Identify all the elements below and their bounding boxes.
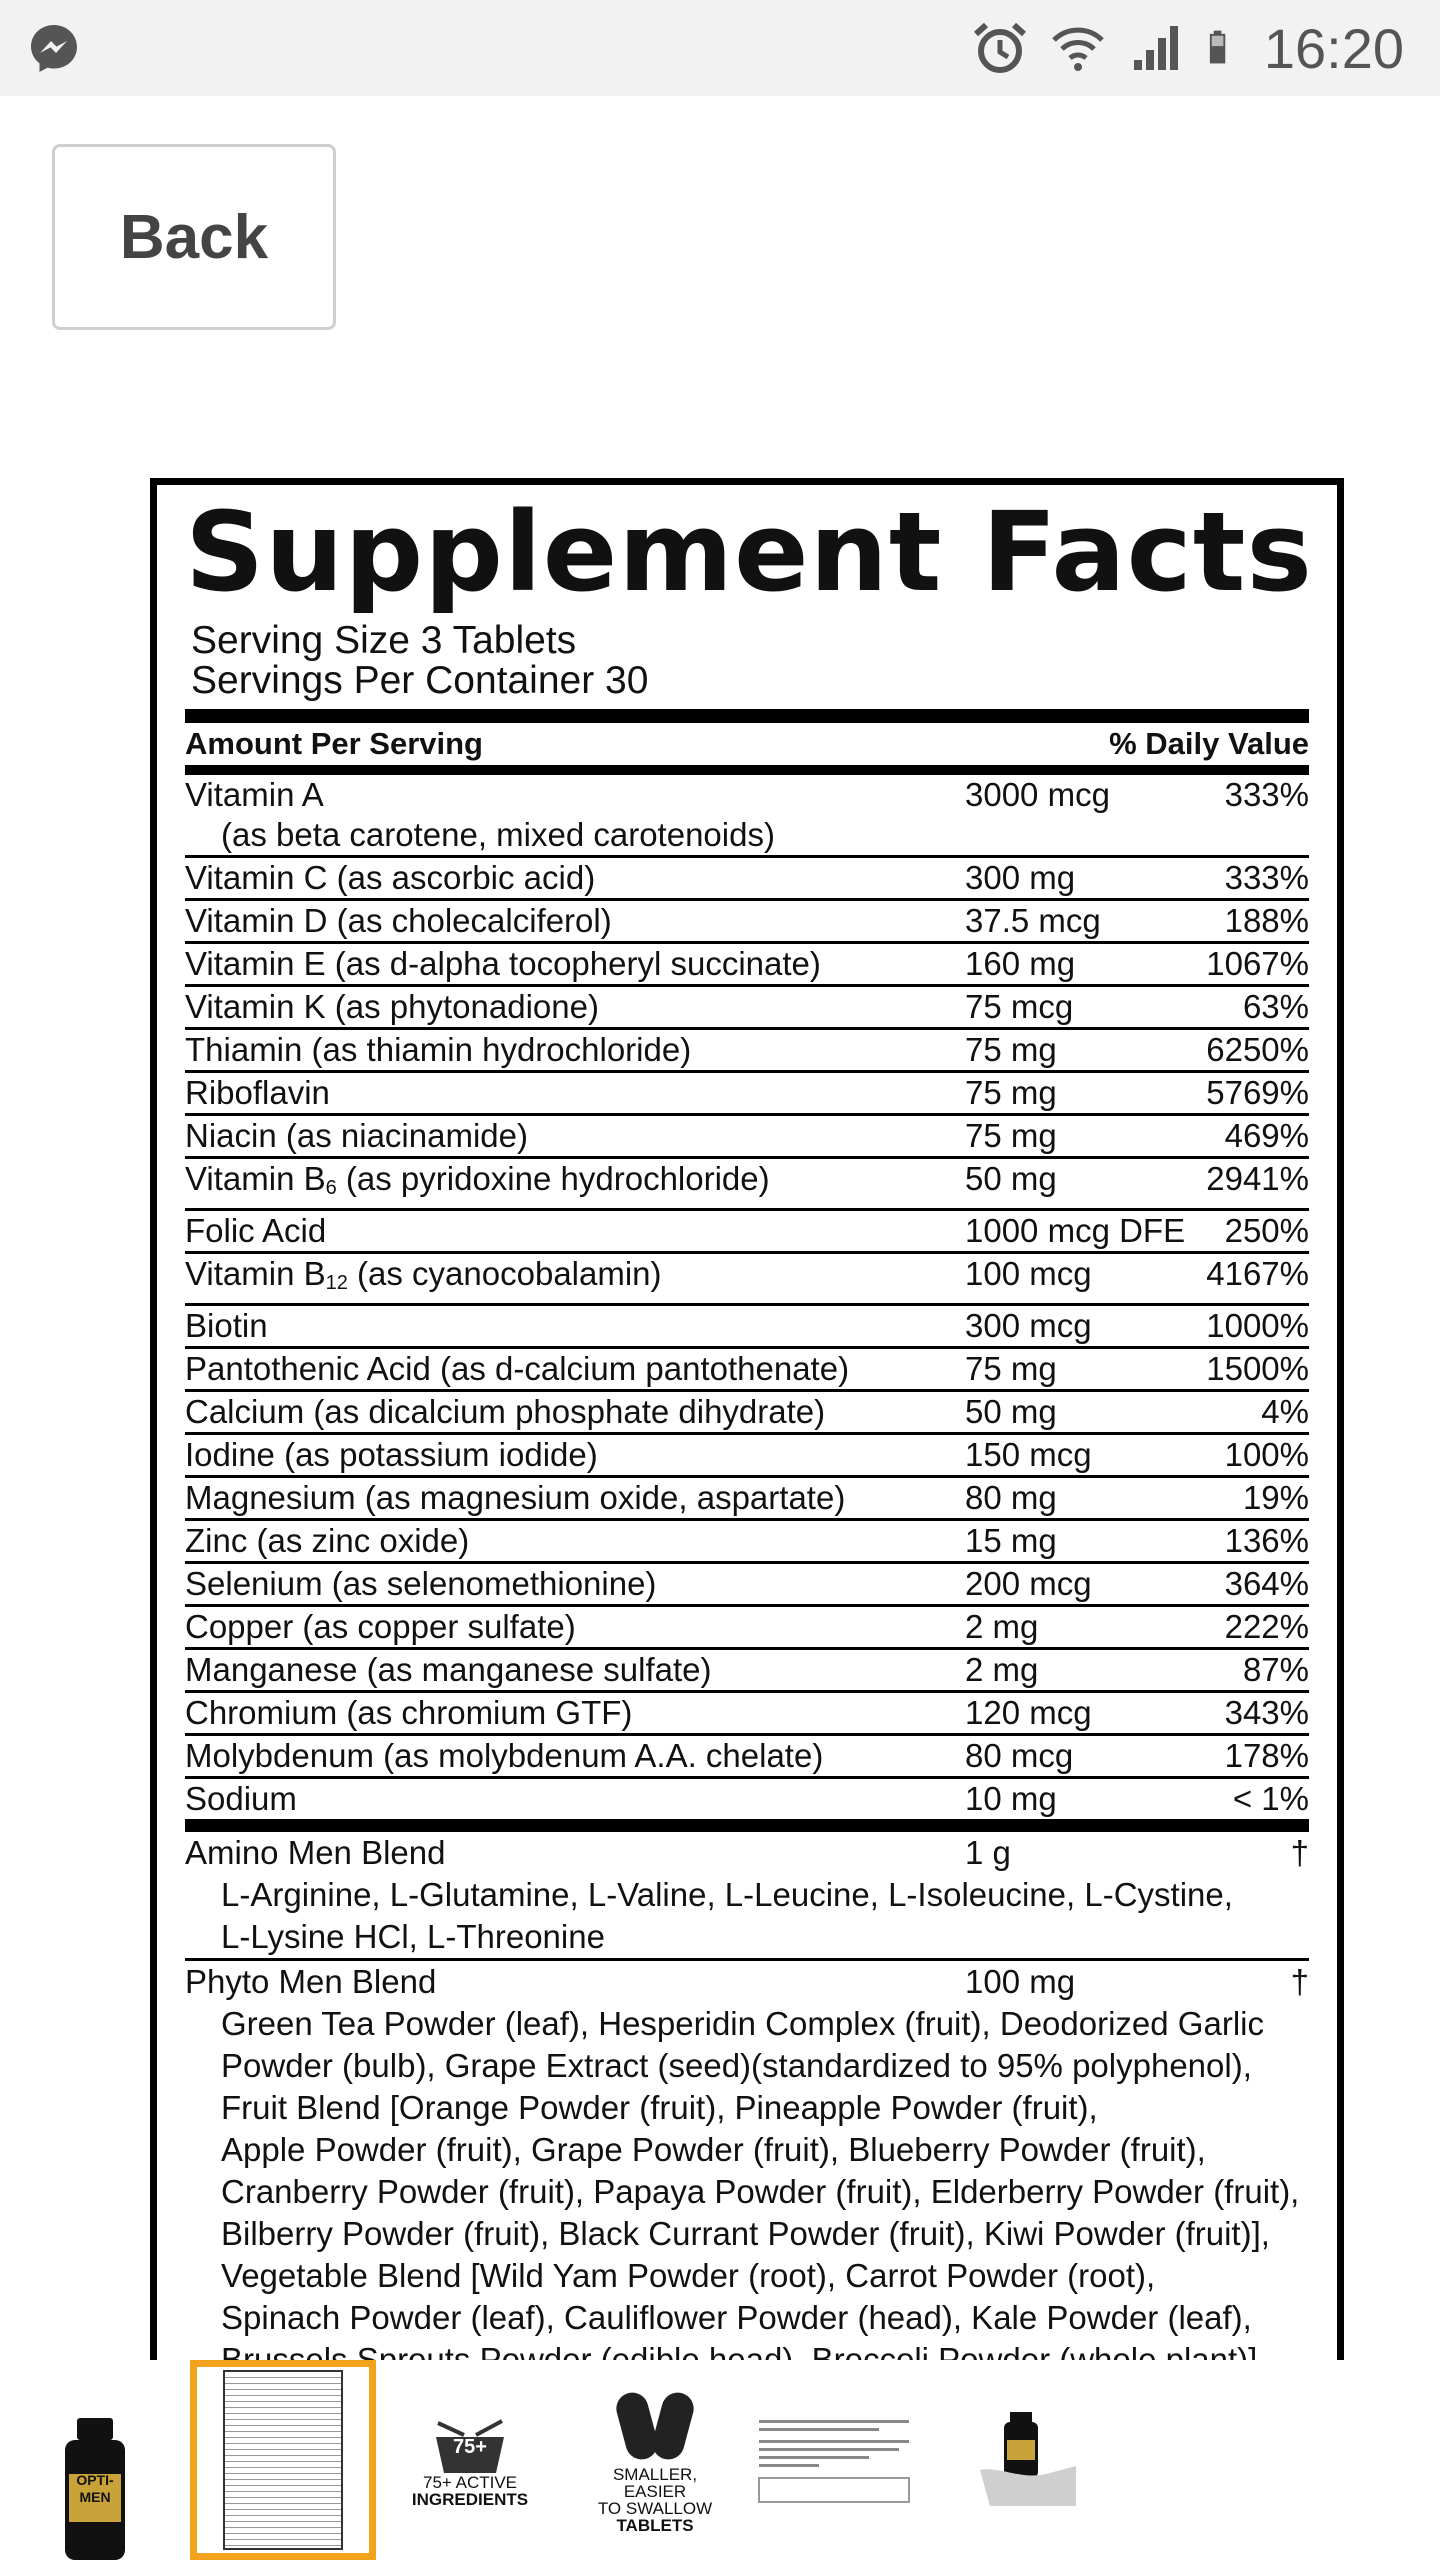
nutrient-amount: 80 mcg xyxy=(965,1737,1074,1774)
thumbnail-hand-bottle[interactable] xyxy=(960,2360,1100,2560)
nutrient-amount: 1000 mcg DFE xyxy=(965,1212,1186,1249)
servings-per-container: Servings Per Container 30 xyxy=(191,659,649,702)
nutrient-name: Vitamin E (as d-alpha tocopheryl succinate) xyxy=(185,945,821,982)
tablet-icon xyxy=(613,2386,697,2466)
nutrient-name: Sodium xyxy=(185,1780,297,1817)
nutrient-name: Copper (as copper sulfate) xyxy=(185,1608,576,1645)
nutrient-row xyxy=(185,1392,1309,1435)
blend-line: Spinach Powder (leaf), Cauliflower Powder (head), Kale Powder (leaf), xyxy=(221,2299,1252,2336)
nutrient-name: Magnesium (as magnesium oxide, aspartate) xyxy=(185,1479,846,1516)
nutrient-row xyxy=(185,1521,1309,1564)
directions-text-preview xyxy=(755,2410,915,2510)
nutrient-amount: 200 mcg xyxy=(965,1565,1092,1602)
battery-icon xyxy=(1206,20,1242,76)
nutrient-row xyxy=(185,1564,1309,1607)
nutrient-row xyxy=(185,1435,1309,1478)
nutrient-table xyxy=(185,775,1309,1822)
facts-mini-preview xyxy=(223,2370,343,2550)
nutrient-row xyxy=(185,1693,1309,1736)
nutrient-row xyxy=(185,1349,1309,1392)
nutrient-row xyxy=(185,944,1309,987)
nutrient-row xyxy=(185,1306,1309,1349)
nutrient-daily-value: 469% xyxy=(1224,1117,1309,1154)
nutrient-daily-value: 1500% xyxy=(1206,1350,1309,1387)
nutrient-name: Iodine (as potassium iodide) xyxy=(185,1436,598,1473)
nutrient-daily-value: 188% xyxy=(1224,902,1309,939)
blend-line: Cranberry Powder (fruit), Papaya Powder (fruit), Elderberry Powder (fruit), xyxy=(221,2173,1300,2210)
nutrient-row xyxy=(185,1116,1309,1159)
back-button[interactable]: Back xyxy=(52,144,336,330)
nutrient-name: Chromium (as chromium GTF) xyxy=(185,1694,633,1731)
nutrient-name: Niacin (as niacinamide) xyxy=(185,1117,528,1154)
messenger-icon xyxy=(28,22,80,74)
nutrient-amount: 75 mg xyxy=(965,1031,1057,1068)
nutrient-amount: 80 mg xyxy=(965,1479,1057,1516)
bottle-label: OPTI-MEN xyxy=(76,2472,114,2505)
blend-line: Green Tea Powder (leaf), Hesperidin Complex (fruit), Deodorized Garlic xyxy=(221,2005,1264,2042)
nutrient-amount: 75 mg xyxy=(965,1117,1057,1154)
nutrient-name: Thiamin (as thiamin hydrochloride) xyxy=(185,1031,692,1068)
nutrient-daily-value: 63% xyxy=(1242,988,1309,1025)
status-bar xyxy=(0,0,1440,96)
tablets-caption-3: TABLETS xyxy=(616,2516,694,2535)
nutrient-daily-value: 87% xyxy=(1242,1651,1309,1688)
blend-name: Phyto Men Blend xyxy=(185,1963,437,2000)
nutrient-name: Pantothenic Acid (as d-calcium pantothenate) xyxy=(185,1350,850,1387)
ingredients-caption-1: 75+ ACTIVE xyxy=(422,2472,518,2492)
nutrient-subscript: 12 xyxy=(325,1272,348,1294)
nutrient-daily-value: 364% xyxy=(1224,1565,1309,1602)
header-amount: Amount Per Serving xyxy=(185,726,483,761)
nutrient-name xyxy=(185,1254,965,1303)
nutrient-daily-value: 4167% xyxy=(1206,1255,1309,1292)
nutrient-daily-value: 1000% xyxy=(1206,1307,1309,1344)
nutrient-name: Riboflavin xyxy=(185,1074,330,1111)
nutrient-amount: 3000 mcg xyxy=(965,776,1110,813)
blend-line: Fruit Blend [Orange Powder (fruit), Pineapple Powder (fruit), xyxy=(221,2089,1098,2126)
nutrient-row xyxy=(185,1607,1309,1650)
nutrient-daily-value: 5769% xyxy=(1206,1074,1309,1111)
tablets-caption-2: TO SWALLOW xyxy=(597,2499,713,2518)
blend-line: Powder (bulb), Grape Extract (seed)(standardized to 95% polyphenol), xyxy=(221,2047,1252,2084)
nutrient-amount: 150 mcg xyxy=(965,1436,1092,1473)
thumbnail-bottle[interactable] xyxy=(40,2360,150,2560)
nutrient-name: Selenium (as selenomethionine) xyxy=(185,1565,657,1602)
nutrient-name: Molybdenum (as molybdenum A.A. chelate) xyxy=(185,1737,824,1774)
blend-name: Amino Men Blend xyxy=(185,1834,446,1871)
nutrient-daily-value: 136% xyxy=(1224,1522,1309,1559)
divider xyxy=(185,709,1309,723)
blend-row xyxy=(185,1832,1309,1874)
nutrient-name: Biotin xyxy=(185,1307,268,1344)
nutrient-name: Calcium (as dicalcium phosphate dihydrate) xyxy=(185,1393,826,1430)
nutrient-amount: 120 mcg xyxy=(965,1694,1092,1731)
nutrient-amount: 75 mg xyxy=(965,1074,1057,1111)
blend-dv: † xyxy=(1290,1834,1309,1871)
nutrient-row xyxy=(185,1650,1309,1693)
nutrient-row xyxy=(185,1211,1309,1254)
nutrient-name: Vitamin C (as ascorbic acid) xyxy=(185,859,596,896)
facts-header xyxy=(185,723,1309,765)
signal-icon xyxy=(1128,20,1184,76)
nutrient-row xyxy=(185,987,1309,1030)
nutrient-row xyxy=(185,1073,1309,1116)
nutrient-name-text: Vitamin B xyxy=(185,1255,326,1292)
supplement-facts-image xyxy=(150,478,1344,2368)
nutrient-daily-value: 2941% xyxy=(1206,1160,1309,1197)
nutrient-amount: 2 mg xyxy=(965,1651,1039,1688)
nutrient-name: Zinc (as zinc oxide) xyxy=(185,1522,470,1559)
phyto-blend xyxy=(185,1961,1309,2384)
alarm-icon xyxy=(972,20,1028,76)
nutrient-amount: 15 mg xyxy=(965,1522,1057,1559)
header-daily-value: % Daily Value xyxy=(1109,726,1309,761)
nutrient-amount: 50 mg xyxy=(965,1160,1057,1197)
divider xyxy=(185,765,1309,775)
nutrient-row xyxy=(185,1254,1309,1306)
nutrient-daily-value: 1067% xyxy=(1206,945,1309,982)
nutrient-name xyxy=(185,1159,965,1208)
nutrient-row xyxy=(185,775,1309,858)
nutrient-daily-value: < 1% xyxy=(1232,1780,1309,1817)
nutrient-row xyxy=(185,1159,1309,1211)
nutrient-row xyxy=(185,901,1309,944)
nutrient-row xyxy=(185,858,1309,901)
nutrient-row xyxy=(185,1030,1309,1073)
blend-line: Vegetable Blend [Wild Yam Powder (root), Carrot Powder (root), xyxy=(221,2257,1156,2294)
clock: 16:20 xyxy=(1263,16,1404,80)
blend-row xyxy=(185,1961,1309,2003)
nutrient-daily-value: 6250% xyxy=(1206,1031,1309,1068)
nutrient-amount: 100 mcg xyxy=(965,1255,1092,1292)
thumbnail-supplement-facts[interactable] xyxy=(190,2360,376,2560)
facts-title: Supplement Facts xyxy=(185,488,1313,616)
thumbnail-strip xyxy=(0,2360,1440,2560)
hand-bottle-icon xyxy=(970,2400,1090,2520)
amino-blend xyxy=(185,1832,1309,1961)
nutrient-amount: 160 mg xyxy=(965,945,1076,982)
nutrient-name-text: (as cyanocobalamin) xyxy=(347,1255,662,1292)
blend-line: L-Arginine, L-Glutamine, L-Valine, L-Leucine, L-Isoleucine, L-Cystine, xyxy=(221,1876,1233,1913)
nutrient-row xyxy=(185,1779,1309,1822)
nutrient-daily-value: 19% xyxy=(1242,1479,1309,1516)
blend-line: L-Lysine HCl, L-Threonine xyxy=(221,1918,605,1955)
thumbnail-ingredients[interactable] xyxy=(410,2360,530,2560)
nutrient-amount: 300 mcg xyxy=(965,1307,1092,1344)
nutrient-amount: 10 mg xyxy=(965,1780,1057,1817)
nutrient-daily-value: 333% xyxy=(1224,776,1309,813)
nutrient-name: Manganese (as manganese sulfate) xyxy=(185,1651,712,1688)
wifi-icon xyxy=(1050,20,1106,76)
nutrient-daily-value: 343% xyxy=(1224,1694,1309,1731)
nutrient-row xyxy=(185,1478,1309,1521)
nutrient-amount: 2 mg xyxy=(965,1608,1039,1645)
nutrient-name: Vitamin A xyxy=(185,776,324,813)
blend-line: Bilberry Powder (fruit), Black Currant Powder (fruit), Kiwi Powder (fruit)], xyxy=(221,2215,1270,2252)
blend-amount: 1 g xyxy=(965,1834,1011,1871)
thumbnail-directions[interactable] xyxy=(755,2360,915,2560)
tablets-caption-1: SMALLER, EASIER xyxy=(612,2465,698,2501)
nutrient-name-text: (as pyridoxine hydrochloride) xyxy=(336,1160,770,1197)
nutrient-daily-value: 178% xyxy=(1224,1737,1309,1774)
nutrient-subscript: 6 xyxy=(325,1177,337,1199)
nutrient-daily-value: 250% xyxy=(1224,1212,1309,1249)
nutrient-name: Vitamin D (as cholecalciferol) xyxy=(185,902,612,939)
nutrient-daily-value: 100% xyxy=(1224,1436,1309,1473)
nutrient-amount: 50 mg xyxy=(965,1393,1057,1430)
blend-dv: † xyxy=(1290,1963,1309,2000)
nutrient-amount: 75 mg xyxy=(965,1350,1057,1387)
nutrient-daily-value: 4% xyxy=(1261,1393,1309,1430)
nutrient-amount: 75 mcg xyxy=(965,988,1074,1025)
nutrient-daily-value: 333% xyxy=(1224,859,1309,896)
blend-amount: 100 mg xyxy=(965,1963,1076,2000)
divider xyxy=(185,1822,1309,1832)
ingredients-badge: 75+ xyxy=(453,2435,487,2458)
nutrient-name: Folic Acid xyxy=(185,1212,327,1249)
nutrient-daily-value: 222% xyxy=(1224,1608,1309,1645)
nutrient-amount: 300 mg xyxy=(965,859,1076,896)
blend-line: Apple Powder (fruit), Grape Powder (fruit), Blueberry Powder (fruit), xyxy=(221,2131,1206,2168)
nutrient-name: Vitamin K (as phytonadione) xyxy=(185,988,599,1025)
nutrient-name-text: Vitamin B xyxy=(185,1160,326,1197)
nutrient-row xyxy=(185,1736,1309,1779)
nutrient-detail: (as beta carotene, mixed carotenoids) xyxy=(221,816,775,853)
serving-size: Serving Size 3 Tablets xyxy=(191,619,577,662)
ingredients-caption-2: INGREDIENTS xyxy=(411,2489,529,2509)
thumbnail-tablets[interactable] xyxy=(580,2360,730,2560)
nutrient-amount: 37.5 mcg xyxy=(965,902,1101,939)
